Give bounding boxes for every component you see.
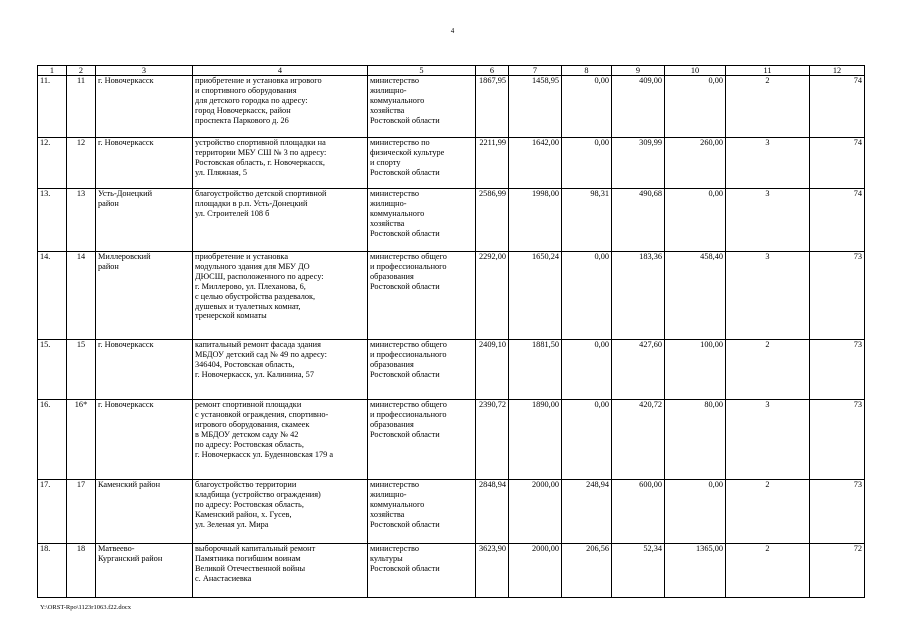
object-description-cell: приобретение и установка модульного здания для МБУ ДО ДЮСШ, расположенного по адресу: г. Миллерово, ул. Плеханова, 6, с целью обустройства раздевалок, душевых и туалетных комнат, тренерской комнаты (193, 252, 368, 340)
object-description-cell: выборочный капитальный ремонт Памятника погибшим воинам Великой Отечественной войны с. Анастасиевка (193, 544, 368, 598)
ministry-cell: министерство культуры Ростовской области (368, 544, 476, 598)
amount-col9-cell: 409,00 (612, 76, 665, 138)
amount-total-cell: 2409,10 (476, 340, 509, 400)
row-index-cell: 17. (38, 480, 67, 544)
header-cell: 2 (67, 66, 96, 76)
row-index-cell: 13. (38, 189, 67, 252)
table-row (38, 544, 865, 598)
object-number-cell: 16* (67, 400, 96, 480)
col11-cell: 2 (726, 544, 810, 598)
amount-col7-cell: 1650,24 (509, 252, 562, 340)
amount-col9-cell: 600,00 (612, 480, 665, 544)
amount-col10-cell: 458,40 (665, 252, 726, 340)
header-cell: 6 (476, 66, 509, 76)
header-cell: 7 (509, 66, 562, 76)
amount-col9-cell: 490,68 (612, 189, 665, 252)
header-cell: 4 (193, 66, 368, 76)
table-row (38, 400, 865, 480)
amount-col8-cell: 206,56 (562, 544, 612, 598)
ministry-cell: министерство общего и профессионального образования Ростовской области (368, 252, 476, 340)
amount-total-cell: 2586,99 (476, 189, 509, 252)
amount-col8-cell: 98,31 (562, 189, 612, 252)
territory-cell: Каменский район (96, 480, 193, 544)
territory-cell: Усть-Донецкий район (96, 189, 193, 252)
territory-cell: г. Новочеркасск (96, 138, 193, 189)
amount-col7-cell: 2000,00 (509, 480, 562, 544)
object-number-cell: 18 (67, 544, 96, 598)
ministry-cell: министерство общего и профессионального образования Ростовской области (368, 340, 476, 400)
header-cell: 1 (38, 66, 67, 76)
row-index-cell: 18. (38, 544, 67, 598)
row-index-cell: 16. (38, 400, 67, 480)
territory-cell: Миллеровский район (96, 252, 193, 340)
amount-total-cell: 2390,72 (476, 400, 509, 480)
amount-col8-cell: 0,00 (562, 138, 612, 189)
col11-cell: 2 (726, 76, 810, 138)
amount-col10-cell: 80,00 (665, 400, 726, 480)
amount-total-cell: 2292,00 (476, 252, 509, 340)
amount-col8-cell: 0,00 (562, 252, 612, 340)
table-row (38, 252, 865, 340)
col12-cell: 74 (810, 138, 865, 189)
amount-col8-cell: 0,00 (562, 340, 612, 400)
amount-col7-cell: 1998,00 (509, 189, 562, 252)
row-index-cell: 15. (38, 340, 67, 400)
amount-col10-cell: 260,00 (665, 138, 726, 189)
col11-cell: 2 (726, 340, 810, 400)
object-number-cell: 17 (67, 480, 96, 544)
object-description-cell: приобретение и установка игрового и спортивного оборудования для детского городка по адресу: город Новочеркасск, район проспекта Паркового д. 26 (193, 76, 368, 138)
table-row (38, 189, 865, 252)
col11-cell: 3 (726, 252, 810, 340)
amount-col9-cell: 427,60 (612, 340, 665, 400)
amount-col10-cell: 0,00 (665, 189, 726, 252)
amount-col7-cell: 2000,00 (509, 544, 562, 598)
col12-cell: 74 (810, 189, 865, 252)
amount-col8-cell: 0,00 (562, 76, 612, 138)
object-description-cell: устройство спортивной площадки на территории МБУ СШ № 3 по адресу: Ростовская область, г. Новочеркасск, ул. Пляжная, 5 (193, 138, 368, 189)
object-description-cell: благоустройство территории кладбища (устройство ограждения) по адресу: Ростовская область, Каменский район, х. Гусев, ул. Зеленая ул. Мира (193, 480, 368, 544)
ministry-cell: министерство общего и профессионального образования Ростовской области (368, 400, 476, 480)
amount-col8-cell: 248,94 (562, 480, 612, 544)
amount-col10-cell: 0,00 (665, 480, 726, 544)
col12-cell: 72 (810, 544, 865, 598)
row-index-cell: 11. (38, 76, 67, 138)
col12-cell: 73 (810, 480, 865, 544)
col12-cell: 73 (810, 340, 865, 400)
object-description-cell: ремонт спортивной площадки с установкой ограждения, спортивно- игрового оборудования, скамеек в МБДОУ детском саду № 42 по адресу: Ростовская область, г. Новочеркасск ул. Буденновская 179 а (193, 400, 368, 480)
territory-cell: Матвеево- Курганский район (96, 544, 193, 598)
amount-col7-cell: 1642,00 (509, 138, 562, 189)
col11-cell: 2 (726, 480, 810, 544)
table-row (38, 480, 865, 544)
col11-cell: 3 (726, 400, 810, 480)
amount-col7-cell: 1890,00 (509, 400, 562, 480)
amount-col9-cell: 420,72 (612, 400, 665, 480)
object-number-cell: 14 (67, 252, 96, 340)
header-cell: 5 (368, 66, 476, 76)
header-row (38, 66, 865, 76)
amount-col8-cell: 0,00 (562, 400, 612, 480)
amount-col10-cell: 0,00 (665, 76, 726, 138)
col12-cell: 73 (810, 252, 865, 340)
amount-col9-cell: 52,34 (612, 544, 665, 598)
table-row (38, 138, 865, 189)
territory-cell: г. Новочеркасск (96, 340, 193, 400)
amount-total-cell: 2848,94 (476, 480, 509, 544)
amount-col10-cell: 100,00 (665, 340, 726, 400)
amount-col9-cell: 183,36 (612, 252, 665, 340)
amount-total-cell: 3623,90 (476, 544, 509, 598)
header-cell: 12 (810, 66, 865, 76)
table-row (38, 340, 865, 400)
ministry-cell: министерство жилищно- коммунального хозяйства Ростовской области (368, 480, 476, 544)
col12-cell: 74 (810, 76, 865, 138)
file-path-footer: Y:\ORST-Rpo\1123r1063.f22.docx (40, 604, 132, 611)
allocation-table (37, 65, 865, 598)
ministry-cell: министерство жилищно- коммунального хозяйства Ростовской области (368, 189, 476, 252)
page-number: 4 (450, 27, 455, 35)
ministry-cell: министерство жилищно- коммунального хозяйства Ростовской области (368, 76, 476, 138)
table-row (38, 76, 865, 138)
amount-col7-cell: 1881,50 (509, 340, 562, 400)
object-number-cell: 11 (67, 76, 96, 138)
object-number-cell: 15 (67, 340, 96, 400)
header-cell: 9 (612, 66, 665, 76)
amount-col10-cell: 1365,00 (665, 544, 726, 598)
header-cell: 8 (562, 66, 612, 76)
territory-cell: г. Новочеркасск (96, 76, 193, 138)
col11-cell: 3 (726, 189, 810, 252)
object-description-cell: благоустройство детской спортивной площадки в р.п. Усть-Донецкий ул. Строителей 108 б (193, 189, 368, 252)
amount-total-cell: 2211,99 (476, 138, 509, 189)
ministry-cell: министерство по физической культуре и спорту Ростовской области (368, 138, 476, 189)
row-index-cell: 12. (38, 138, 67, 189)
object-number-cell: 13 (67, 189, 96, 252)
col12-cell: 73 (810, 400, 865, 480)
col11-cell: 3 (726, 138, 810, 189)
object-number-cell: 12 (67, 138, 96, 189)
row-index-cell: 14. (38, 252, 67, 340)
amount-col9-cell: 309,99 (612, 138, 665, 189)
territory-cell: г. Новочеркасск (96, 400, 193, 480)
amount-col7-cell: 1458,95 (509, 76, 562, 138)
header-cell: 10 (665, 66, 726, 76)
object-description-cell: капитальный ремонт фасада здания МБДОУ детский сад № 49 по адресу: 346404, Ростовская область, г. Новочеркасск, ул. Калинина, 57 (193, 340, 368, 400)
header-cell: 11 (726, 66, 810, 76)
header-cell: 3 (96, 66, 193, 76)
amount-total-cell: 1867,95 (476, 76, 509, 138)
